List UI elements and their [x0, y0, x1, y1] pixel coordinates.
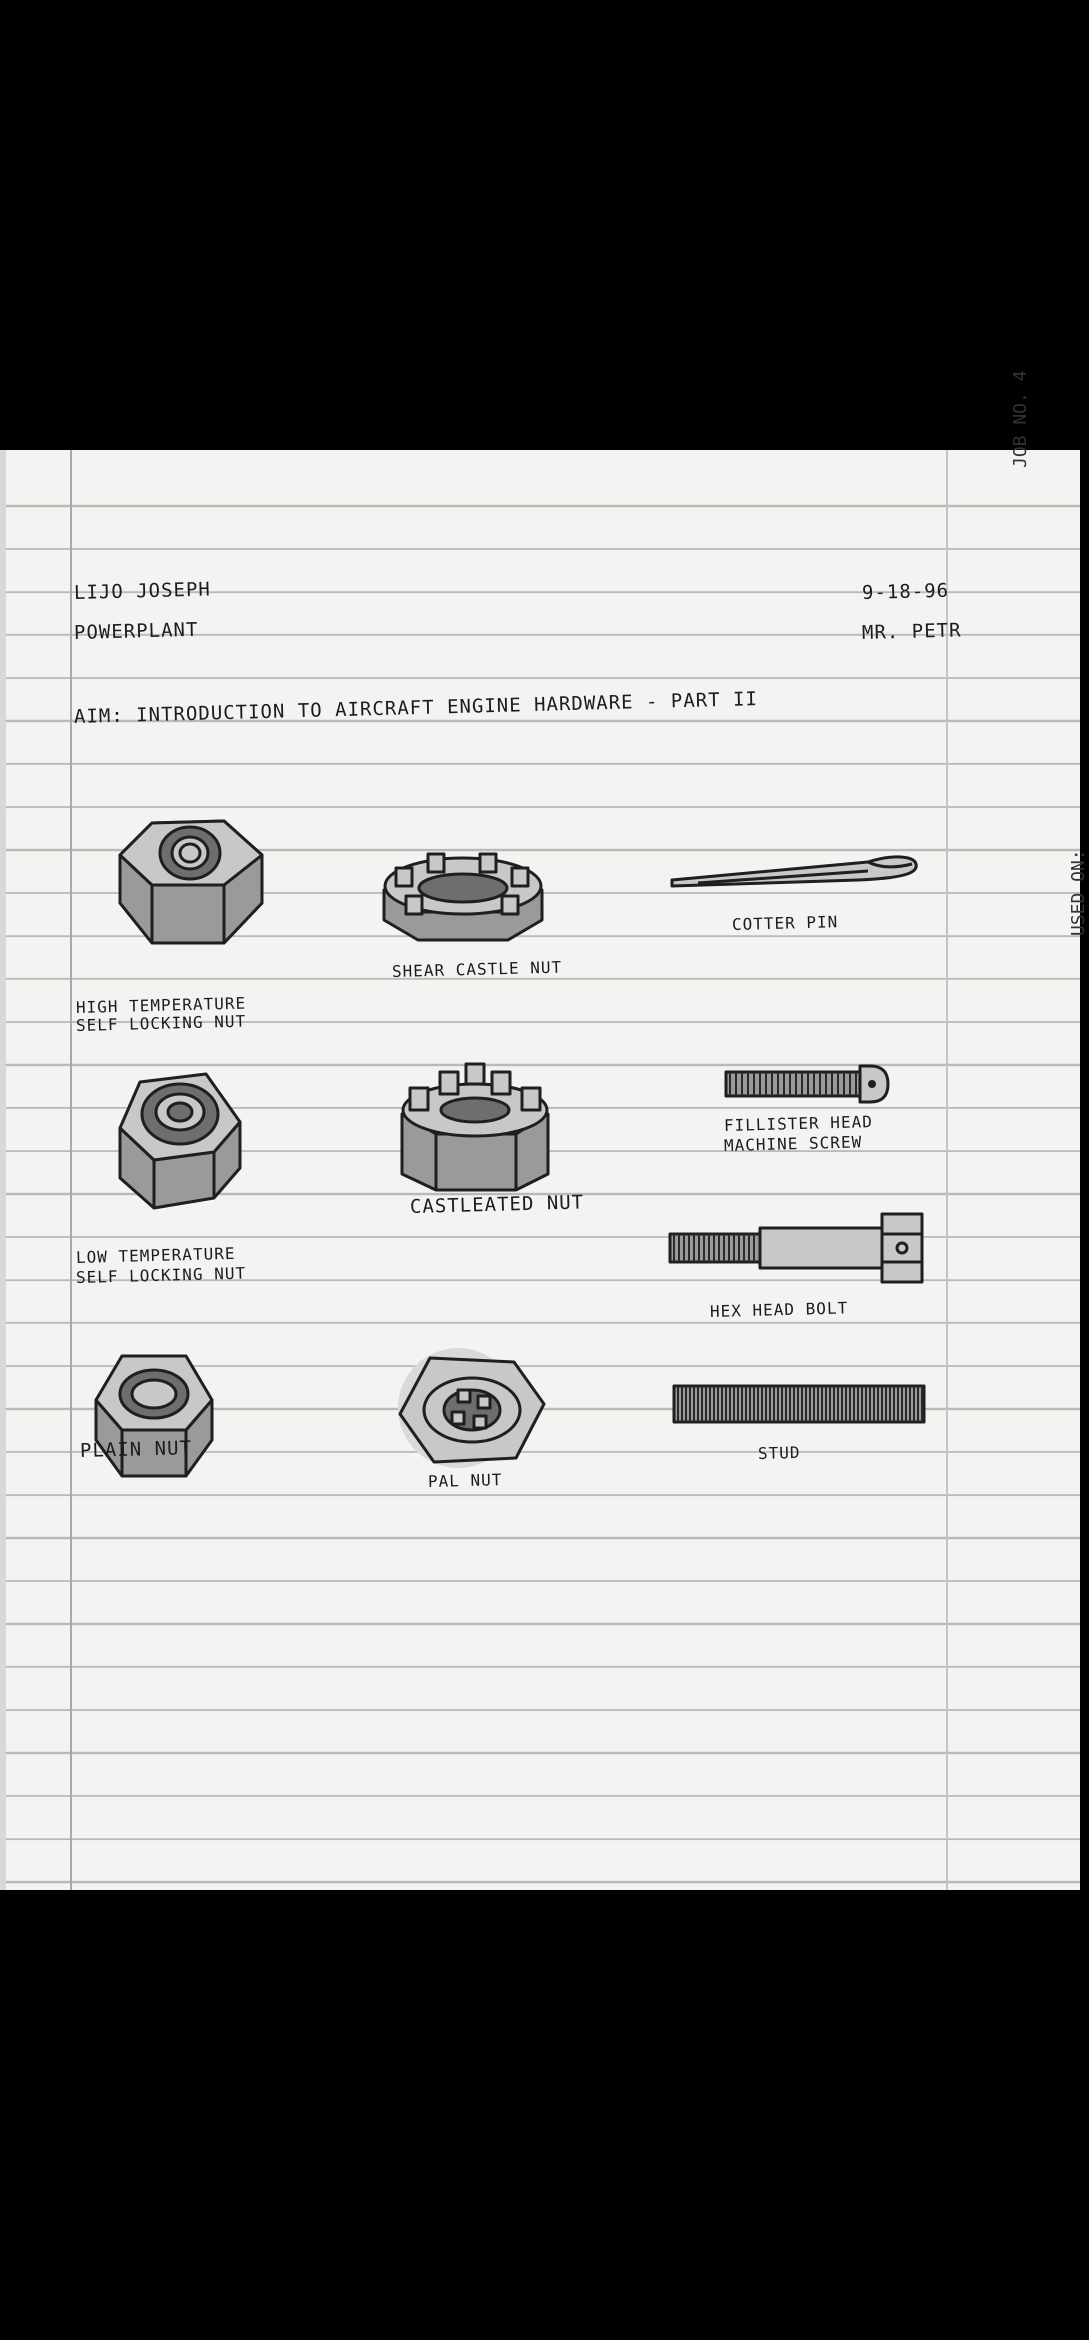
notebook-page	[0, 370, 1089, 1890]
high-temp-self-locking-nut-icon	[112, 815, 272, 955]
student-name: LIJO JOSEPH	[73, 578, 212, 604]
used-on-label: USED ON:	[1068, 849, 1089, 936]
shear-castle-nut-icon	[378, 840, 548, 950]
stud-icon	[672, 1378, 928, 1426]
castellated-nut-icon	[396, 1054, 554, 1194]
subject: POWERPLANT	[73, 618, 199, 644]
hex-head-bolt-icon	[666, 1208, 928, 1288]
item-label: HEX HEAD BOLT	[709, 1298, 849, 1321]
item-label: HIGH TEMPERATURE	[75, 993, 247, 1017]
page-edge	[0, 450, 6, 1890]
item-label: PAL NUT	[427, 1470, 503, 1491]
aim-title: AIM: INTRODUCTION TO AIRCRAFT ENGINE HARDWARE - PART II	[73, 688, 759, 728]
pal-nut-icon	[396, 1352, 548, 1470]
margin-line	[70, 450, 72, 1890]
cotter-pin-icon	[668, 850, 920, 900]
item-label: MACHINE SCREW	[723, 1132, 863, 1155]
item-label: CASTLEATED NUT	[409, 1191, 585, 1218]
item-label: SHEAR CASTLE NUT	[391, 957, 563, 981]
fillister-head-machine-screw-icon	[722, 1060, 890, 1108]
item-label: PLAIN NUT	[79, 1437, 193, 1462]
item-label: SELF LOCKING NUT	[75, 1263, 247, 1287]
item-label: COTTER PIN	[731, 912, 839, 934]
job-number-label: JOB NO. 4	[1010, 370, 1031, 468]
right-margin-line	[946, 450, 948, 1890]
item-label: FILLISTER HEAD	[723, 1112, 874, 1135]
instructor: MR. PETR	[861, 619, 962, 644]
low-temp-self-locking-nut-icon	[110, 1068, 250, 1218]
date: 9-18-96	[861, 579, 950, 604]
item-label: STUD	[757, 1442, 801, 1463]
item-label: SELF LOCKING NUT	[75, 1011, 247, 1035]
item-label: LOW TEMPERATURE	[75, 1243, 236, 1267]
